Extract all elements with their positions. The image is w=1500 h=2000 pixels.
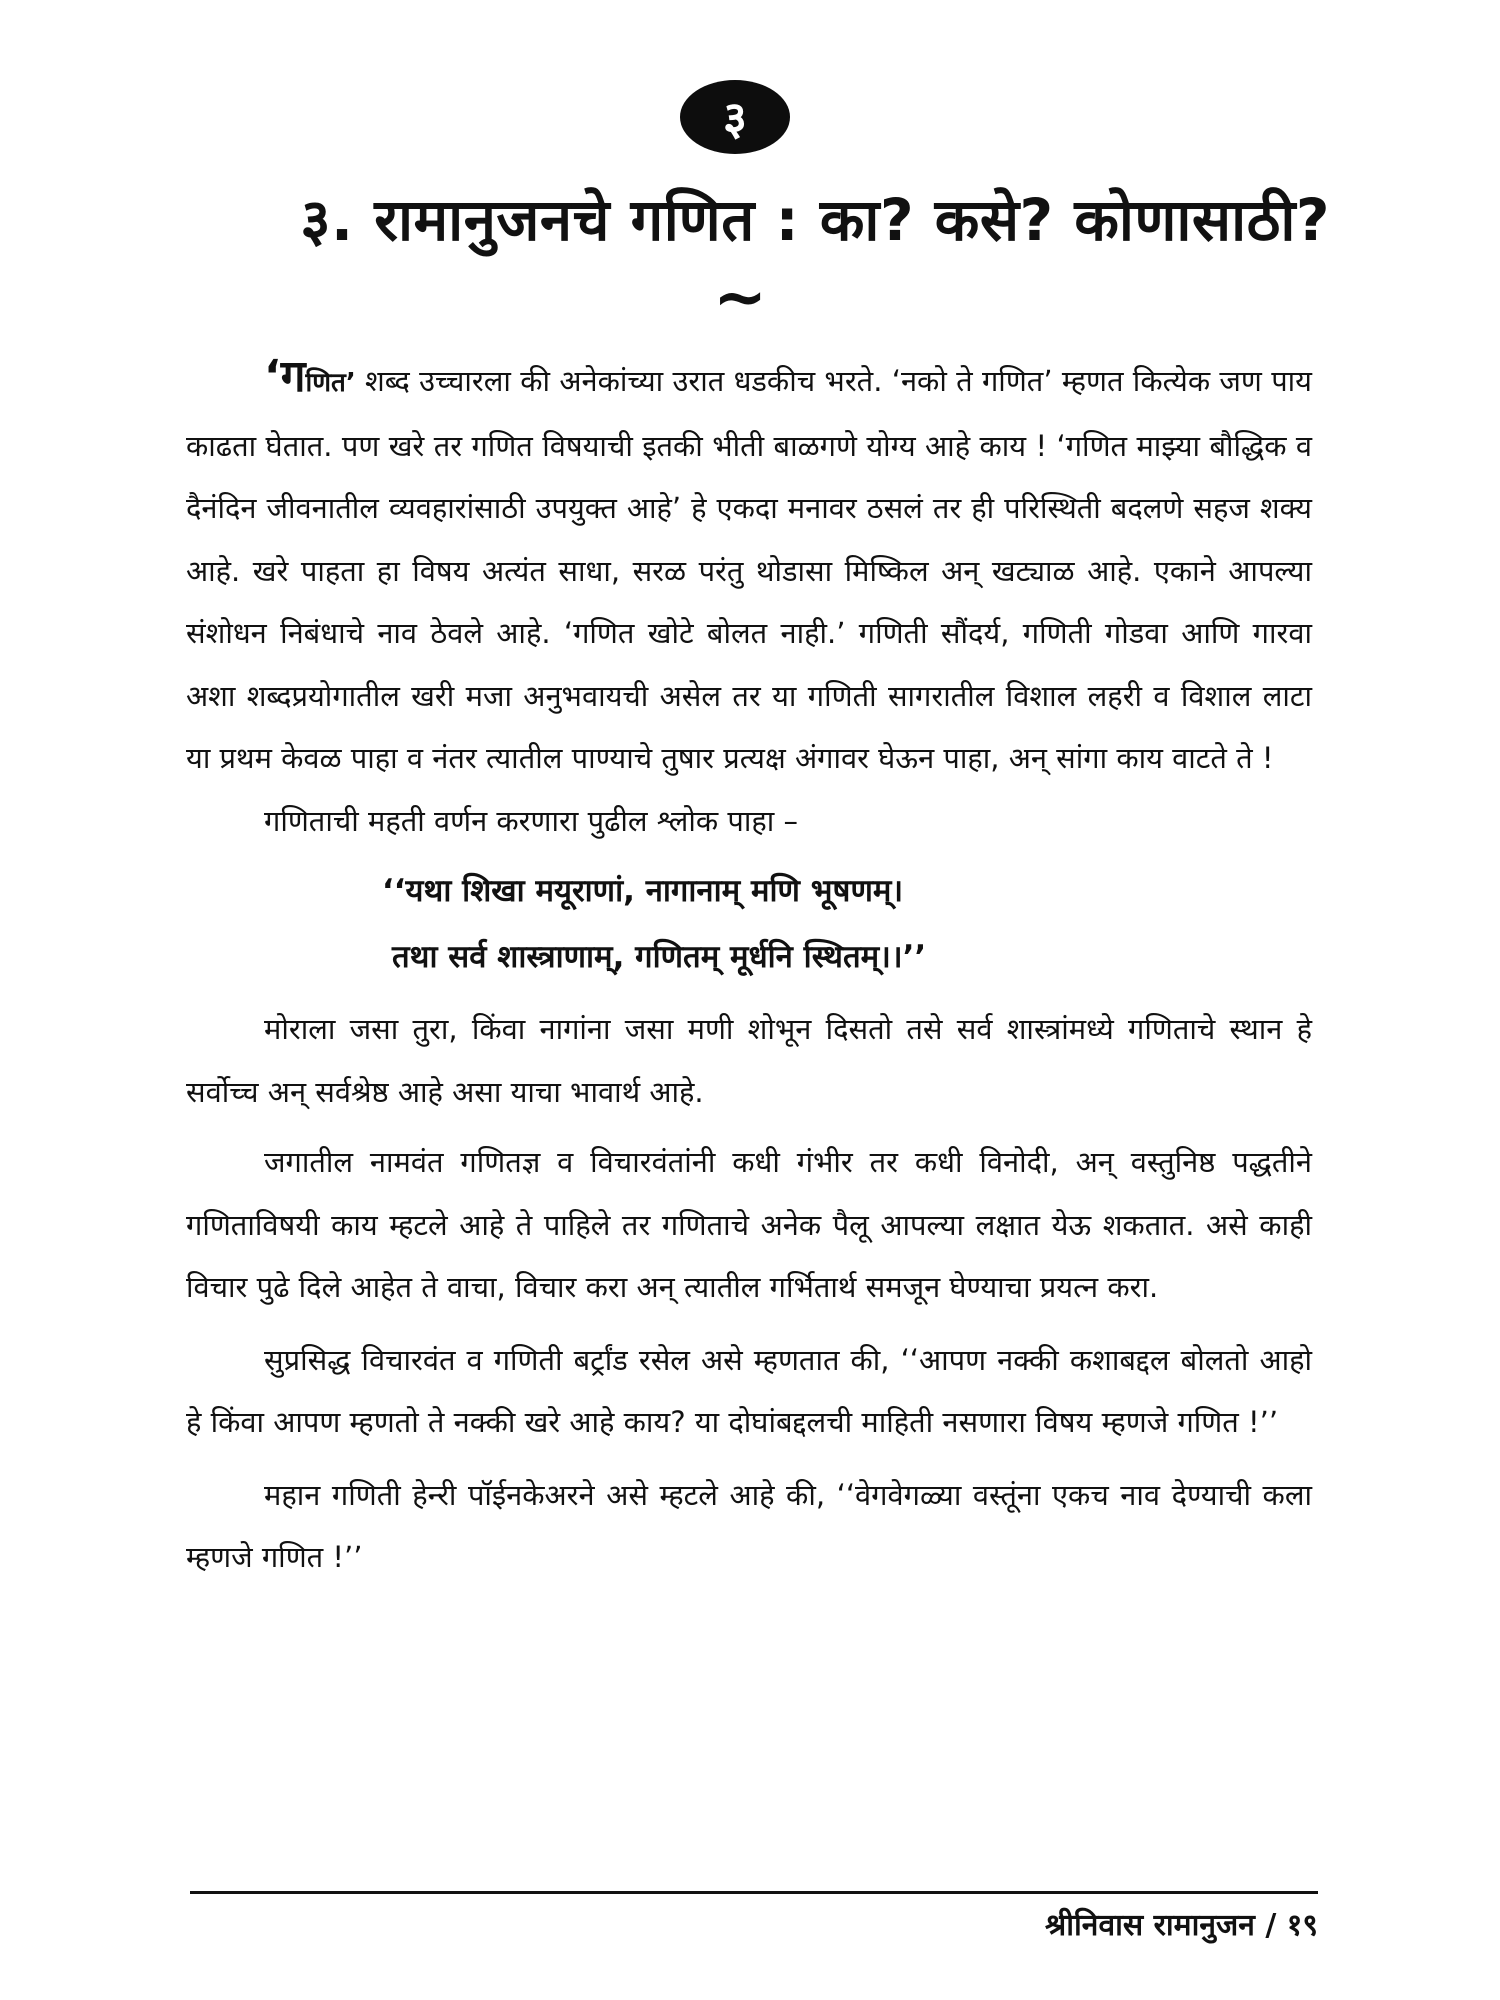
chapter-title: ३. रामानुजनचे गणित : का? कसे? कोणासाठी? (300, 186, 1330, 254)
chapter-number: ३ (723, 91, 747, 145)
paragraph-shloka-meaning: मोराला जसा तुरा, किंवा नागांना जसा मणी शोभून दिसतो तसे सर्व शास्त्रांमध्ये गणिताचे स्थान हे सर्वोच्च अन् सर्वश्रेष्ठ आहे असा याचा भावार्थ आहे. (186, 1012, 1312, 1109)
paragraph-intro (186, 346, 1312, 790)
shloka-line-1: ‘‘यथा शिखा मयूराणां, नागानाम् मणि भूषणम्। (382, 873, 904, 909)
paragraph-russell: सुप्रसिद्ध विचारवंत व गणिती बर्ट्रांड रसेल असे म्हणतात की, ‘‘आपण नक्की कशाबद्दल बोलतो आहो हे किंवा आपण म्हणतो ते नक्की खरे आहे काय? या दोघांबद्दलची माहिती नसणारा विषय म्हणजे गणित !’’ (186, 1342, 1312, 1439)
footer-rule (190, 1891, 1318, 1894)
chapter-number-badge (680, 80, 790, 154)
drop-cap-rest: णित’ (305, 368, 356, 398)
paragraph-intro-text: शब्द उच्चारला की अनेकांच्या उरात धडकीच भरते. ‘नको ते गणित’ म्हणत कित्येक जण पाय काढता घेतात. पण खरे तर गणित विषयाची इतकी भीती बाळगणे योग्य आहे काय ! ‘गणित माझ्या बौद्धिक व दैनंदिन जीवनातील व्यवहारांसाठी उपयुक्त आहे’ हे एकदा मनावर ठसलं तर ही परिस्थिती बदलणे सहज शक्य आहे. खरे पाहता हा विषय अत्यंत साधा, सरळ परंतु थोडासा मिष्किल अन् खट्याळ आहे. एकाने आपल्या संशोधन निबंधाचे नाव ठेवले आहे. ‘गणित खोटे बोलत नाही.’ गणिती सौंदर्य, गणिती गोडवा आणि गारवा अशा शब्दप्रयोगातील खरी मजा अनुभवायची असेल तर या गणिती सागरातील विशाल लहरी व विशाल लाटा या प्रथम केवळ पाहा व नंतर त्यातील पाण्याचे तुषार प्रत्यक्ष अंगावर घेऊन पाहा, अन् सांगा काय वाटते ते ! (186, 364, 1312, 775)
paragraph-shloka-intro: गणिताची महती वर्णन करणारा पुढील श्लोक पाहा – (264, 803, 799, 838)
running-footer: श्रीनिवास रामानुजन / १९ (1045, 1908, 1318, 1943)
shloka-line-2: तथा सर्व शास्त्राणाम्, गणितम् मूर्धनि स्थितम्।।’’ (392, 939, 927, 975)
body-text (186, 346, 1312, 1589)
drop-cap: ‘ग (264, 351, 306, 402)
title-ornament: ~ (713, 261, 767, 335)
paragraph-poincare: महान गणिती हेन्‍री पॉईनकेअरने असे म्हटले आहे की, ‘‘वेगवेगळ्या वस्तूंना एकच नाव देण्याची कला म्हणजे गणित !’’ (186, 1477, 1312, 1574)
shloka-block (186, 858, 1312, 990)
paragraph-thinkers: जगातील नामवंत गणितज्ञ व विचारवंतांनी कधी गंभीर तर कधी विनोदी, अन् वस्तुनिष्ठ पद्धतीने गणिताविषयी काय म्हटले आहे ते पाहिले तर गणिताचे अनेक पैलू आपल्या लक्षात येऊ शकतात. असे काही विचार पुढे दिले आहेत ते वाचा, विचार करा अन् त्यातील गर्भितार्थ समजून घेण्याचा प्रयत्न करा. (186, 1145, 1312, 1304)
